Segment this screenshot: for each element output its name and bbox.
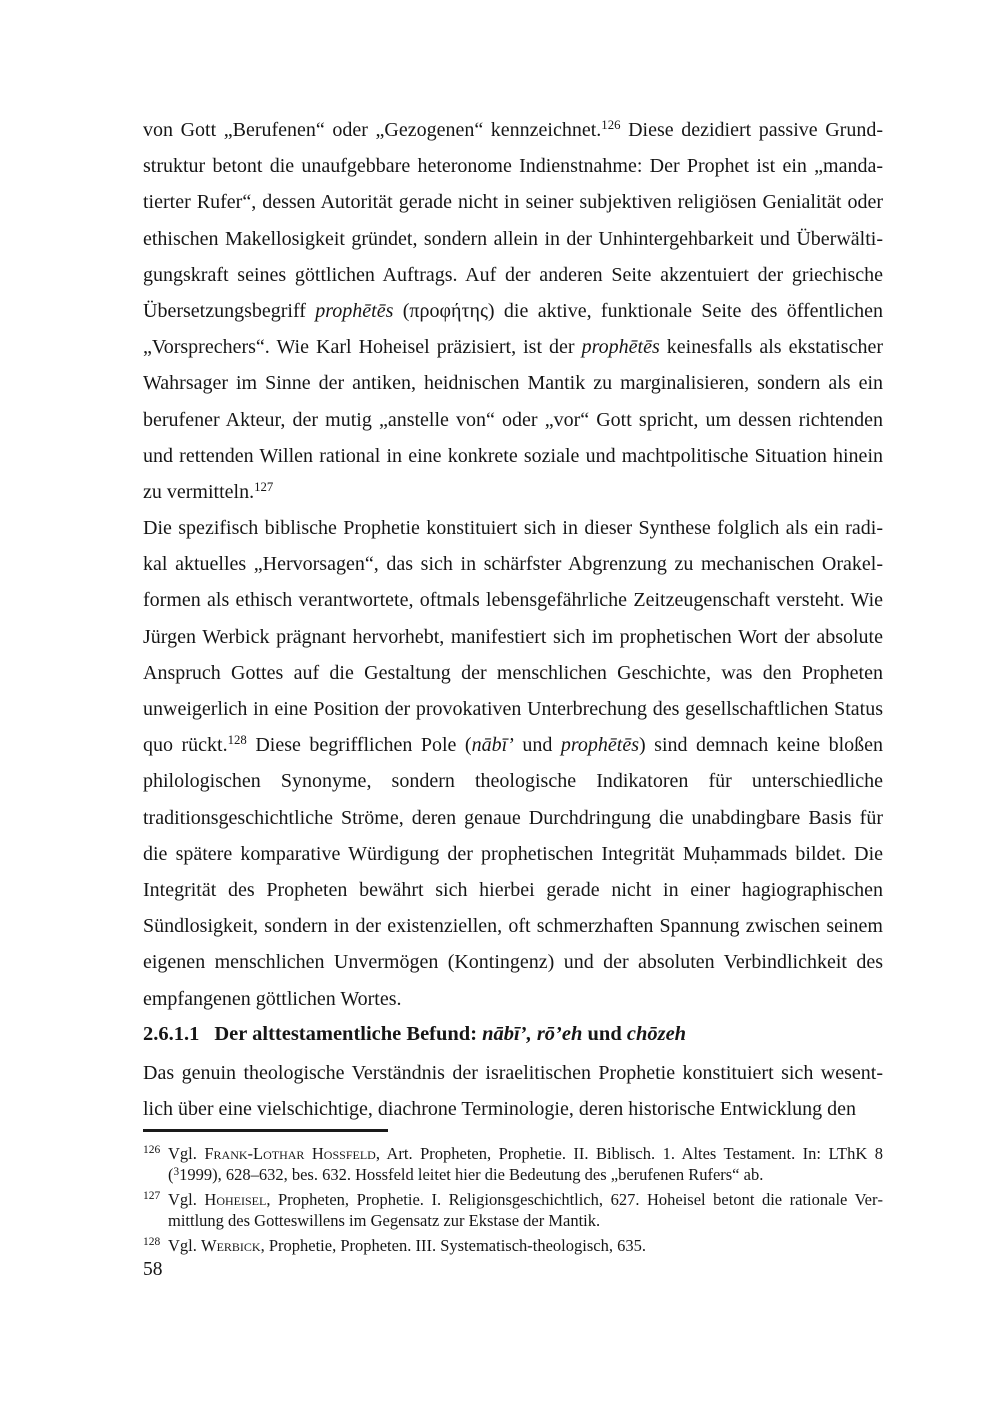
page-number: 58	[143, 1259, 163, 1280]
body-paragraph-1: von Gott „Berufenen“ oder „Gezogenen“ kennzeichnet.$^{126}$ Diese dezidiert passive Grundstruktur betont die unaufgebbare heteronome Indienstnahme: Der Prophet ist ein „mandatierter Rufer“, dessen Autorität gerade nicht in seiner subjektiven religiösen Genialität oder ethischen Makellosigkeit gründet, sondern allein in der Unhintergehbarkeit und Überwältigungskraft seines göttlichen Auftrags. Auf der anderen Seite akzentuiert der griechische Übersetzungsbegriff prophētēs (προφήτης) die aktive, funktionale Seite des öffentlichen „Vorsprechers“. Wie Karl Hoheisel präzisiert, ist der prophētēs keinesfalls als ekstatischer Wahrsager im Sinne der antiken, heidnischen Mantik zu marginalisieren, sondern als ein berufener Akteur, der mutig „anstelle von“ oder „vor“ Gott spricht, um dessen richtenden und rettenden Willen rational in eine konkrete soziale und machtpolitische Situation hinein zu vermitteln.$^{127}$	[143, 118, 884, 504]
body-paragraph-3: Das genuin theologische Verständnis der israelitischen Prophetie konstituiert sich wesentlich über eine vielschichtige, diachrone Terminologie, deren historische Entwicklung den	[143, 1062, 883, 1121]
footnote-128	[143, 1232, 883, 1256]
section-title: Der alttestamentliche Befund: nābī’, rō’eh und chōzeh	[214, 1023, 687, 1045]
footnote-text: Vgl. Werbick, Prophetie, Propheten. III. Systematisch-theologisch, 635.	[168, 1235, 646, 1255]
footnote-marker: 127	[143, 1189, 161, 1202]
footnote-126	[143, 1140, 883, 1186]
body-paragraph-2: Die spezifisch biblische Prophetie konstituiert sich in dieser Synthese folglich als ein radikal aktuelles „Hervorsagen“, das sich in schärfster Abgrenzung zu mechanischen Orakelformen als ethisch verantwortete, oftmals lebensgefährliche Zeitzeugenschaft versteht. Wie Jürgen Werbick prägnant hervorhebt, manifestiert sich im prophetischen Wort der absolute Anspruch Gottes auf die Gestaltung der menschlichen Geschichte, was den Propheten unweigerlich in eine Position der provokativen Unterbrechung des gesellschaftlichen Status quo rückt.$^{128}$ Diese begrifflichen Pole (nābī’ und prophētēs) sind demnach keine bloßen philologischen Synonyme, sondern theologische Indikatoren für unterschiedliche traditionsgeschichtliche Ströme, deren genaue Durchdringung die unabdingbare Basis für die spätere komparative Würdigung der prophetischen Integrität Muḥammads bildet. Die Integrität des Propheten bewährt sich hierbei gerade nicht in einer hagiographischen Sündlosigkeit, sondern in der existenziellen, oft schmerzhaften Spannung zwischen seinem eigenen menschlichen Unvermögen (Kontingenz) und der absoluten Verbindlichkeit des empfangenen göttlichen Wortes.	[143, 517, 884, 1010]
footnote-127	[143, 1186, 883, 1232]
footnote-marker: 128	[143, 1235, 161, 1248]
footnote-text: Vgl. Frank-Lothar Hossfeld, Art. Propheten, Prophetie. II. Biblisch. 1. Altes Testament. In: LThK 8 ($^3$1999), 628–632, bes. 632. Hossfeld leitet hier die Bedeutung des „berufenen Rufers“ ab.	[168, 1144, 884, 1185]
footnote-area	[143, 1129, 883, 1256]
footnote-marker: 126	[143, 1144, 161, 1156]
section-heading	[143, 1016, 883, 1052]
footnote-text: Vgl. Hoheisel, Propheten, Prophetie. I. Religionsgeschichtlich, 627. Hoheisel betont die rationale Vermittlung des Gotteswillens im Gegensatz zur Ekstase der Mantik.	[168, 1189, 883, 1231]
section-number: 2.6.1.1	[143, 1023, 200, 1045]
footnote-separator	[143, 1129, 388, 1132]
